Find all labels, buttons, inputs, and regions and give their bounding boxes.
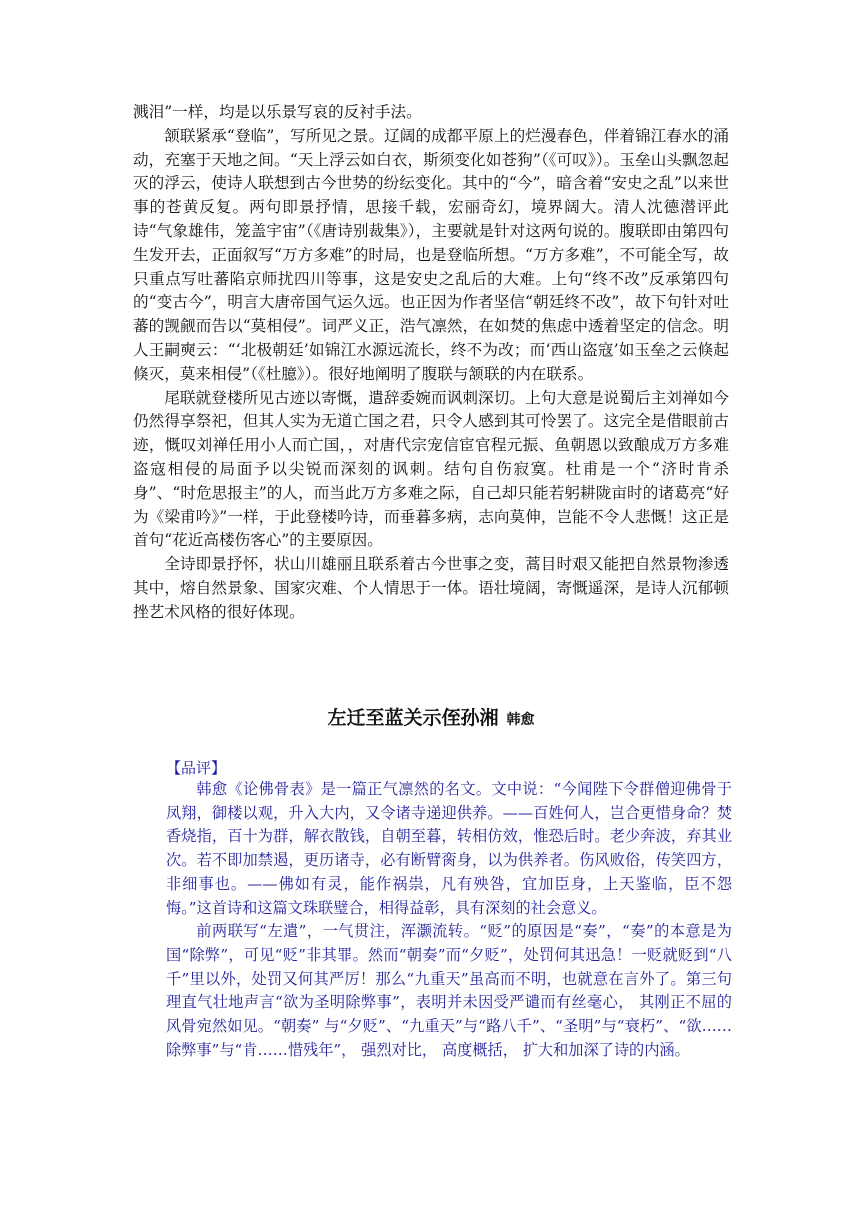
paragraph-lun-fogu-biao: 韩愈《论佛骨表》是一篇正气凛然的名文。文中说：“今闻陛下令群僧迎佛骨于凤翔，御楼以观，升入大内，又令诸寺递迎供养。——百姓何人，岂合更惜身命？焚香烧指，百十为群，解衣散钱，自朝至暮，转相仿效，惟恐后时。老少奔波，弃其业次。若不即加禁遏，更历诸寺，必有断臂脔身，以为供养者。伤风败俗，传笑四方，非细事也。——佛如有灵，能作祸祟，凡有殃咎，宜加臣身，上天鉴临，臣不怨悔。”这首诗和这篇文珠联璧合，相得益彰，具有深刻的社会意义。 bbox=[166, 780, 732, 917]
section-label-pingping: 【品评】 bbox=[166, 759, 227, 777]
commentary-section-han-yu bbox=[166, 778, 732, 1062]
paragraph-weilian: 尾联就登楼所见古迹以寄慨，遣辞委婉而讽刺深切。上句大意是说蜀后主刘禅如今仍然得享祭祀，但其人实为无道亡国之君，只令人感到其可怜罢了。这完全是借眼前古迹，慨叹刘禅任用小人而亡国，，对唐代宗宠信宦官程元振、鱼朝恩以致酿成万方多难盗寇相侵的局面予以尖锐而深刻的讽刺。结句自伤寂寞。杜甫是一个“济时肯杀身”、“时危思报主”的人，而当此万方多难之际，自己却只能若躬耕陇亩时的诸葛亮“好为《梁甫吟》”一样，于此登楼吟诗，而垂暮多病，志向莫伸，岂能不令人悲慨！这正是首句“花近高楼伤客心”的主要原因。 bbox=[133, 388, 729, 550]
paragraph-qian-lianglian: 前两联写“左遣”，一气贯注，浑灏流转。“贬”的原因是“奏”，“奏”的本意是为国“除弊”，可见“贬”非其罪。然而“朝奏”而“夕贬”，处罚何其迅急！一贬就贬到“八千”里以外，处罚又何其严厉！那么“九重天”虽高而不明，也就意在言外了。第三句理直气壮地声言“欲为圣明除弊事”，表明并未因受严谴而有丝毫心， 其刚正不屈的风骨宛然如见。“朝奏” 与“夕贬”、“九重天”与“路八千”、“圣明”与“衰朽”、“欲……除弊事”与“肯……惜残年”， 强烈对比， 高度概括， 扩大和加深了诗的内涵。 bbox=[166, 922, 732, 1059]
paragraph-summary: 全诗即景抒怀，状山川雄丽且联系着古今世事之变，蒿目时艰又能把自然景物渗透其中，熔自然景象、国家灾难、个人情思于一体。语壮境阔，寄慨遥深，是诗人沉郁顿挫艺术风格的很好体现。 bbox=[133, 555, 729, 621]
poem-heading bbox=[133, 703, 729, 730]
paragraph-continuation: 溅泪”一样，均是以乐景写哀的反衬手法。 bbox=[133, 103, 422, 121]
poem-author: 韩愈 bbox=[506, 712, 535, 728]
paragraph-jinglian: 颔联紧承“登临”，写所见之景。辽阔的成都平原上的烂漫春色，伴着锦江春水的涌动，充塞于天地之间。“天上浮云如白衣，斯须变化如苍狗”（《可叹》）。玉垒山头飘忽起灭的浮云，使诗人联想到古今世势的纷纭变化。其中的“今”，暗含着“安史之乱”以来世事的苍黄反复。两句即景抒情，思接千载，宏丽奇幻，境界阔大。清人沈德潜评此诗“气象雄伟，笼盖宇宙”（《唐诗别裁集》），主要就是针对这两句说的。腹联即由第四句生发开去，正面叙写“万方多难”的时局，也是登临所想。“万方多难”，不可能全写，故只重点写吐蕃陷京师扰四川等事，这是安史之乱后的大难。上句“终不改”反承第四句的“变古今”，明言大唐帝国气运久远。也正因为作者坚信“朝廷终不改”，故下句针对吐蕃的觊觎而告以“莫相侵”。词严义正，浩气凛然，在如焚的焦虑中透着坚定的信念。明人王嗣奭云：“‘北极朝廷’如锦江水源远流长，终不为改；而‘西山盗寇’如玉垒之云倏起倏灭，莫来相侵”（《杜臆》）。很好地阐明了腹联与颔联的内在联系。 bbox=[133, 126, 729, 383]
poem-title: 左迁至蓝关示侄孙湘 bbox=[327, 707, 499, 729]
commentary-section-du-fu bbox=[133, 101, 729, 625]
